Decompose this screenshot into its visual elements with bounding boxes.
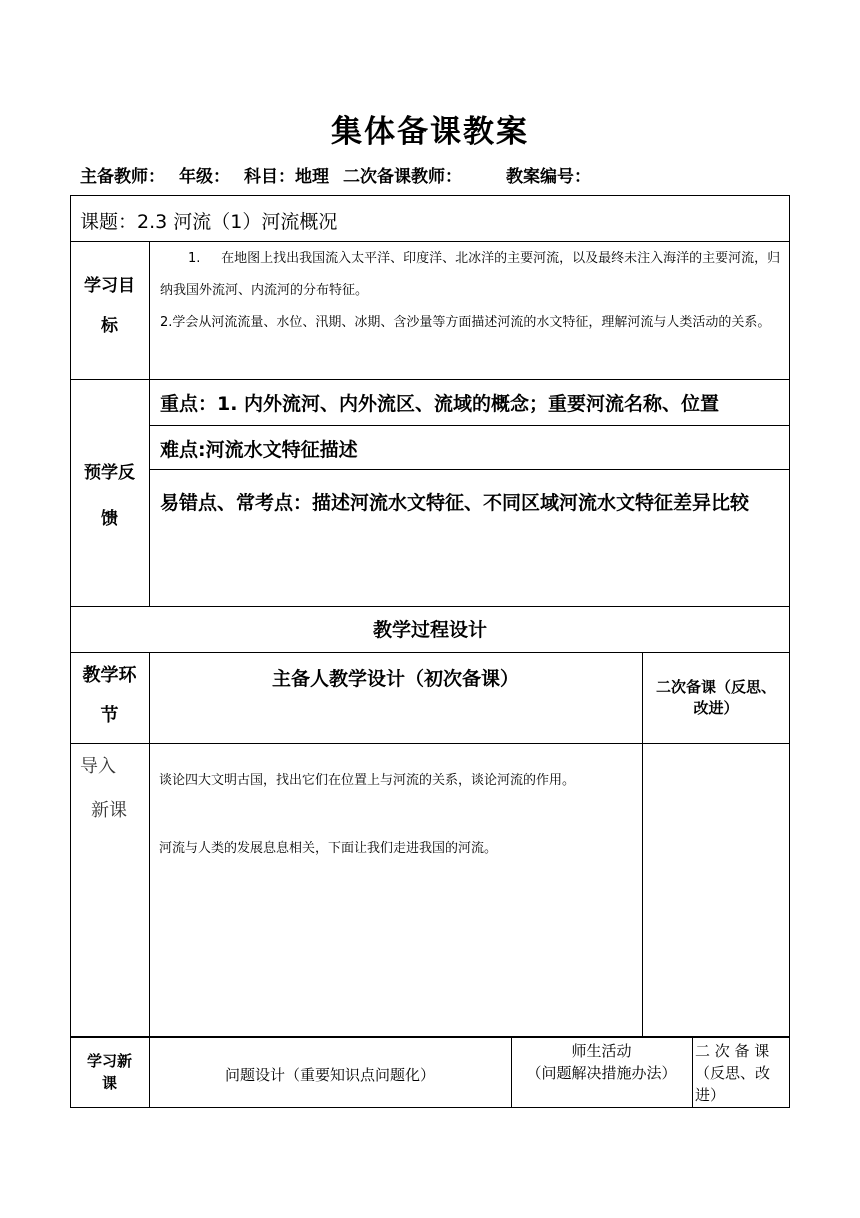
new-lesson-label bbox=[70, 1050, 149, 1094]
plan-number-label: 教案编号： bbox=[506, 167, 591, 187]
process-title: 教学过程设计 bbox=[372, 619, 487, 641]
secondary-column-header bbox=[642, 677, 790, 719]
secondary-prep-header bbox=[695, 1040, 790, 1106]
activity-header-line1: 师生活动 bbox=[571, 1042, 632, 1060]
objectives-label-line2: 标 bbox=[101, 316, 118, 336]
objective-2: 2.学会从河流流量、水位、汛期、冰期、含沙量等方面描述河流的水文特征，理解河流与人类活动的关系。 bbox=[160, 315, 771, 330]
key-points: 重点：1. 内外流河、内外流区、流域的概念；重要河流名称、位置 bbox=[160, 393, 720, 415]
divider bbox=[70, 241, 790, 242]
lead-teacher-label: 主备教师： bbox=[80, 167, 165, 187]
intro-label-line1: 导入 bbox=[80, 756, 116, 777]
grade-label: 年级： bbox=[179, 167, 230, 187]
secondary-prep-line3: 进） bbox=[695, 1086, 726, 1104]
objectives-label bbox=[70, 266, 149, 346]
error-points: 易错点、常考点：描述河流水文特征、不同区域河流水文特征差异比较 bbox=[160, 492, 750, 514]
objectives-label-line1: 学习目 bbox=[84, 276, 135, 296]
secondary-header-line2: 改进） bbox=[693, 699, 739, 717]
divider bbox=[149, 425, 790, 426]
preview-label-line1: 预学反 bbox=[84, 463, 135, 483]
new-lesson-label-line1: 学习新 bbox=[86, 1052, 132, 1070]
stage-header-line2: 节 bbox=[100, 705, 119, 726]
header-info bbox=[80, 162, 605, 187]
intro-label bbox=[80, 745, 127, 833]
intro-text-1: 谈论四大文明古国，找出它们在位置上与河流的关系，谈论河流的作用。 bbox=[159, 773, 576, 788]
stage-header-line1: 教学环 bbox=[82, 665, 137, 686]
subject-label: 科目：地理 bbox=[244, 167, 329, 187]
preview-label bbox=[70, 450, 149, 542]
intro-label-line2: 新课 bbox=[91, 800, 127, 821]
stage-column-header bbox=[70, 656, 149, 736]
activity-header-line2: （问题解决措施办法） bbox=[526, 1064, 677, 1082]
difficult-points: 难点:河流水文特征描述 bbox=[160, 439, 358, 461]
new-lesson-label-line2: 课 bbox=[101, 1074, 117, 1092]
divider bbox=[149, 652, 150, 1037]
secondary-prep-line1: 二 次 备 课 bbox=[695, 1042, 770, 1060]
design-column-header: 主备人教学设计（初次备课） bbox=[271, 668, 519, 690]
question-design-header: 问题设计（重要知识点问题化） bbox=[224, 1066, 435, 1084]
divider bbox=[692, 1037, 693, 1108]
secondary-header-line1: 二次备课（反思、 bbox=[655, 678, 776, 696]
page-title: 集体备课教案 bbox=[331, 114, 529, 150]
intro-text-2: 河流与人类的发展息息相关，下面让我们走进我国的河流。 bbox=[159, 841, 498, 856]
divider bbox=[70, 743, 790, 744]
lesson-topic: 课题：2.3 河流（1）河流概况 bbox=[80, 211, 338, 233]
activity-header bbox=[511, 1040, 692, 1084]
preview-label-line2: 馈 bbox=[101, 509, 118, 529]
objective-number: 1. bbox=[188, 251, 201, 266]
secondary-teacher-label: 二次备课教师： bbox=[343, 167, 462, 187]
divider bbox=[149, 469, 790, 470]
divider bbox=[70, 379, 790, 380]
divider bbox=[70, 652, 790, 653]
objective-1: 在地图上找出我国流入太平洋、印度洋、北冰洋的主要河流，以及最终未注入海洋的主要河流，归纳我国外流河、内流河的分布特征。 bbox=[160, 251, 781, 298]
objectives-text bbox=[160, 243, 784, 339]
secondary-prep-line2: （反思、改 bbox=[695, 1064, 771, 1082]
divider bbox=[149, 241, 150, 607]
